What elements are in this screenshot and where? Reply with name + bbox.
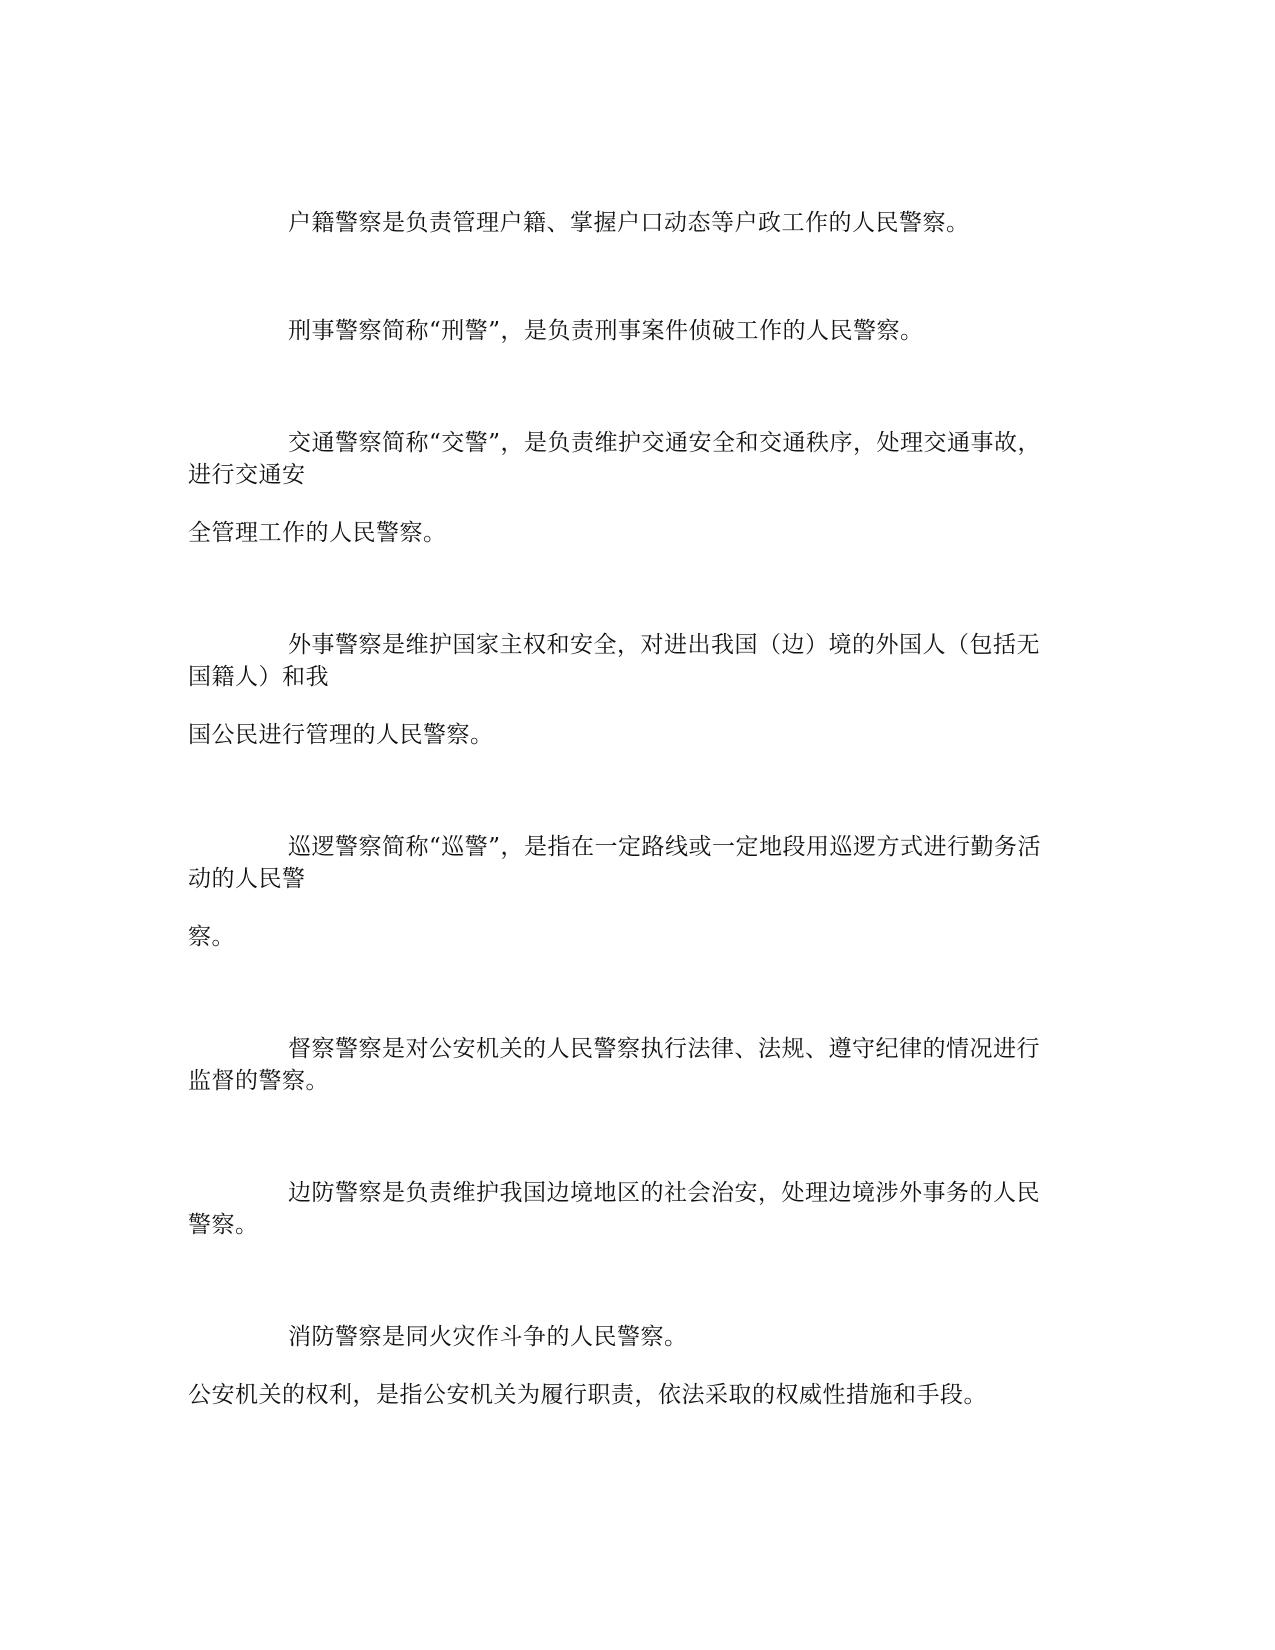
paragraph-inspection-police-line-2: 监督的警察。 — [188, 1068, 329, 1094]
paragraph-criminal-police: 刑事警察简称“刑警”，是负责刑事案件侦破工作的人民警察。 — [288, 318, 924, 344]
paragraph-border-police-line-1: 边防警察是负责维护我国边境地区的社会治安，处理边境涉外事务的人民 — [288, 1180, 1040, 1206]
paragraph-border-police-line-2: 警察。 — [188, 1212, 259, 1238]
paragraph-inspection-police-line-1: 督察警察是对公安机关的人民警察执行法律、法规、遵守纪律的情况进行 — [288, 1036, 1040, 1062]
paragraph-household-police: 户籍警察是负责管理户籍、掌握户口动态等户政工作的人民警察。 — [288, 210, 970, 236]
paragraph-foreign-affairs-police-line-1: 外事警察是维护国家主权和安全，对进出我国（边）境的外国人（包括无 — [288, 632, 1040, 658]
paragraph-traffic-police-line-1: 交通警察简称“交警”，是负责维护交通安全和交通秩序，处理交通事故， — [288, 430, 1042, 456]
paragraph-patrol-police-line-2: 动的人民警 — [188, 866, 306, 892]
paragraph-traffic-police-line-3: 全管理工作的人民警察。 — [188, 520, 447, 546]
paragraph-public-security-powers: 公安机关的权利，是指公安机关为履行职责，依法采取的权威性措施和手段。 — [188, 1382, 987, 1408]
paragraph-foreign-affairs-police-line-3: 国公民进行管理的人民警察。 — [188, 722, 494, 748]
paragraph-foreign-affairs-police-line-2: 国籍人）和我 — [188, 664, 329, 690]
paragraph-traffic-police-line-2: 进行交通安 — [188, 462, 306, 488]
paragraph-patrol-police-line-3: 察。 — [188, 924, 235, 950]
paragraph-fire-police: 消防警察是同火灾作斗争的人民警察。 — [288, 1324, 688, 1350]
paragraph-patrol-police-line-1: 巡逻警察简称“巡警”，是指在一定路线或一定地段用巡逻方式进行勤务活 — [288, 834, 1042, 860]
